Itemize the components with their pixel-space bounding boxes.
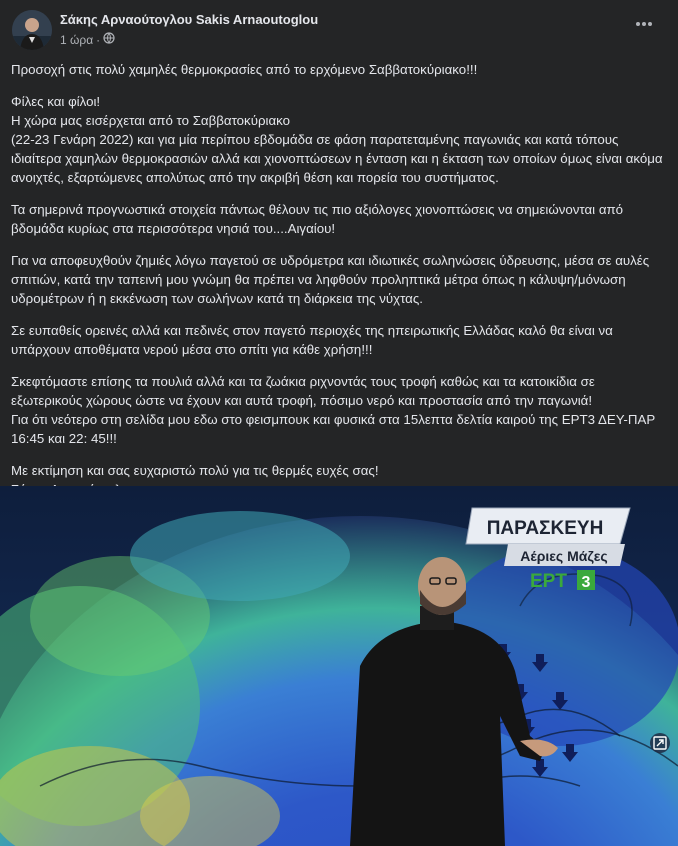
post-paragraph: Προσοχή στις πολύ χαμηλές θερμοκρασίες από το ερχόμενο Σαββατοκύριακο!!! [11, 62, 478, 77]
post-header [12, 10, 666, 50]
globe-icon[interactable] [103, 32, 115, 47]
post-paragraph: Για να αποφευχθούν ζημιές λόγω παγετού σε υδρόμετρα και ιδιωτικές σωληνώσεις ύδρευσης, μέσα σε αυλές σπιτιών, κατά την ταπεινή μου γνώμη θα πρέπει να ληφθούν προληπτικά μέτρα όπως η κάλυψη/μόνωση υδρομέτρων ή η εκκένωση των σωλήνων κατά τη διάρκεια της νύχτας. [11, 253, 650, 306]
post-paragraph: Με εκτίμηση και σας ευχαριστώ πολύ για τις θερμές ευχές σας! [11, 463, 379, 478]
author-name[interactable]: Σάκης Αρναούτογλου Sakis Arnaoutoglou [60, 12, 319, 27]
post-paragraph: Τα σημερινά προγνωστικά στοιχεία πάντως θέλουν τις πιο αξιόλογες χιονοπτώσεις να σημειώνονται από βδομάδα κυρίως στα περισσότερα νησιά του....Αιγαίου! [11, 202, 624, 236]
post-meta [60, 32, 115, 47]
channel-name: ΕΡΤ [530, 571, 567, 592]
post-time[interactable]: 1 ώρα [60, 32, 94, 47]
more-options-icon[interactable] [632, 14, 656, 38]
channel-number: 3 [581, 574, 591, 591]
post-paragraph: Σε ευπαθείς ορεινές αλλά και πεδινές στον παγετό περιοχές της ηπειρωτικής Ελλάδας καλό θα είναι να υπάρχουν αποθέματα νερού μέσα στο σπίτι για κάθε χρήση!!! [11, 323, 613, 357]
expand-icon[interactable] [650, 733, 670, 753]
post-image[interactable] [0, 486, 678, 846]
author-avatar[interactable] [12, 10, 52, 50]
meta-separator: · [96, 32, 101, 47]
post-paragraph: Σκεφτόμαστε επίσης τα πουλιά αλλά και τα ζωάκια ριχνοντάς τους τροφή καθώς και τα κατοικίδια σε εξωτερικούς χώρους ώστε να έχουν και αυτά τροφή, πόσιμο νερό και προστασία από την παγωνιά! Για ότι νεότερο στη σελίδα μου εδω στο φεισμπουκ και φυσικά στα 15λεπτα δελτία καιρού της ΕΡΤ3 ΔΕΥ-ΠΑΡ 16:45 και 22: 45!!! [11, 374, 655, 446]
banner-day: ΠΑΡΑΣΚΕΥΗ [486, 518, 604, 539]
weather-broadcast-scene [0, 486, 678, 846]
channel-logo [530, 570, 595, 592]
banner-subtitle: Αέριες Μάζες [520, 548, 608, 564]
post-text [11, 60, 667, 512]
post-paragraph: Φίλες και φίλοι! Η χώρα μας εισέρχεται από το Σαββατοκύριακο (22-23 Γενάρη 2022) και για μία περίπου εβδομάδα σε φάση παρατεταμένης παγωνιάς και κατά τόπους ιδιαίτερα χαμηλών θερμοκρασιών αλλά και χιονοπτώσεων η ένταση και η έκταση των οποίων όμως είναι ακόμα ανοιχτές, εξαρτώμενες απολύτως από την ακριβή θέση και πορεία του συστήματος. [11, 94, 663, 185]
